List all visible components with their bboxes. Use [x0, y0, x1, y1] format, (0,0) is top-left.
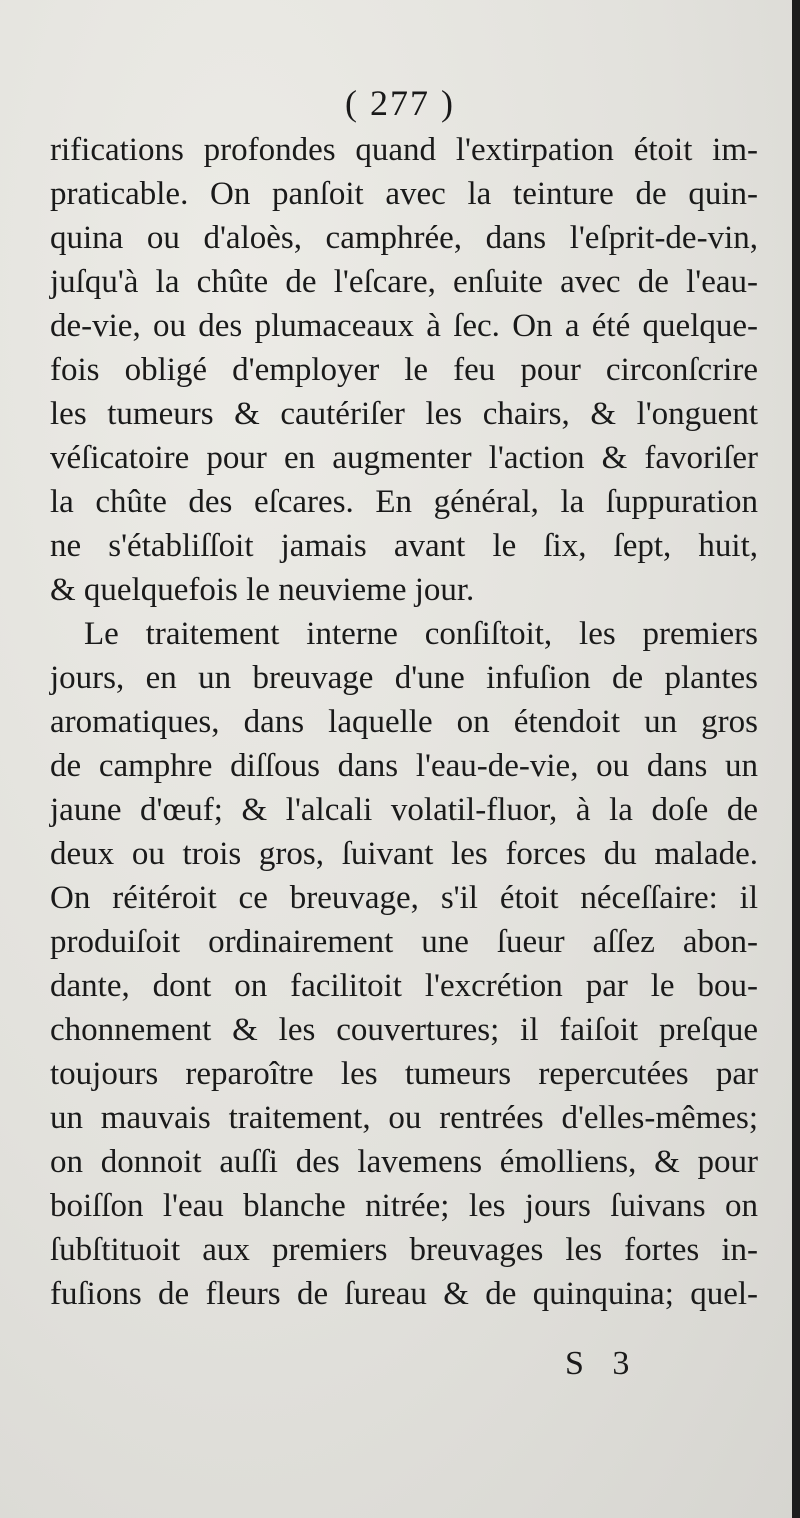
text-line: aromatiques, dans laquelle on étendoit un gros	[50, 704, 758, 740]
text-line: jaune d'œuf; & l'alcali volatil-fluor, à la doſe de	[50, 792, 758, 828]
signature-mark: S 3	[565, 1345, 640, 1382]
text-line: On réitéroit ce breuvage, s'il étoit néceſſaire: il	[50, 880, 758, 916]
text-line: les tumeurs & cautériſer les chairs, & l'onguent	[50, 396, 758, 432]
page-edge-shadow	[792, 0, 800, 1518]
text-line: véſicatoire pour en augmenter l'action & favoriſer	[50, 440, 758, 476]
text-line: la chûte des eſcares. En général, la ſuppuration	[50, 484, 758, 520]
text-line: de-vie, ou des plumaceaux à ſec. On a été quelque-	[50, 308, 758, 344]
page-number: ( 277 )	[345, 83, 455, 123]
text-line: fois obligé d'employer le feu pour circonſcrire	[50, 352, 758, 388]
text-line: boiſſon l'eau blanche nitrée; les jours ſuivans on	[50, 1188, 758, 1224]
text-line: quina ou d'aloès, camphrée, dans l'eſprit-de-vin,	[50, 220, 758, 256]
text-line: un mauvais traitement, ou rentrées d'elles-mêmes;	[50, 1100, 758, 1136]
text-line: deux ou trois gros, ſuivant les forces du malade.	[50, 836, 758, 872]
text-line: ſubſtituoit aux premiers breuvages les fortes in-	[50, 1232, 758, 1268]
text-line: praticable. On panſoit avec la teinture de quin-	[50, 176, 758, 212]
paragraph-start-line: Le traitement interne conſiſtoit, les premiers	[84, 616, 758, 652]
text-line: dante, dont on facilitoit l'excrétion par le bou-	[50, 968, 758, 1004]
text-line: fuſions de fleurs de ſureau & de quinquina; quel-	[50, 1276, 758, 1312]
text-line: ne s'établiſſoit jamais avant le ſix, ſept, huit,	[50, 528, 758, 564]
text-line: jours, en un breuvage d'une infuſion de plantes	[50, 660, 758, 696]
text-line: de camphre diſſous dans l'eau-de-vie, ou dans un	[50, 748, 758, 784]
text-line: juſqu'à la chûte de l'eſcare, enſuite avec de l'eau-	[50, 264, 758, 300]
text-line: produiſoit ordinairement une ſueur aſſez abon-	[50, 924, 758, 960]
text-line: toujours reparoître les tumeurs repercutées par	[50, 1056, 758, 1092]
body-text	[50, 128, 758, 1316]
text-line: chonnement & les couvertures; il faiſoit preſque	[50, 1012, 758, 1048]
text-line: rifications profondes quand l'extirpation étoit im-	[50, 132, 758, 168]
paragraph-end-line: & quelquefois le neuvieme jour.	[50, 572, 475, 608]
text-line: on donnoit auſſi des lavemens émolliens, & pour	[50, 1144, 758, 1180]
